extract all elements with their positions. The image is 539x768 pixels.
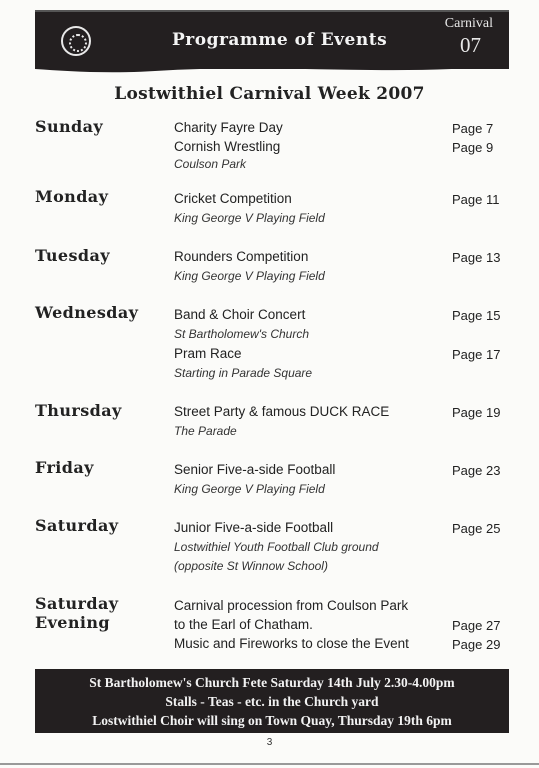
page-ref: Page 23 <box>452 463 501 478</box>
venue-text: King George V Playing Field <box>174 211 325 225</box>
venue-text: King George V Playing Field <box>174 482 325 496</box>
event-band-choir: Band & Choir Concert <box>174 307 306 322</box>
page-ref: Page 13 <box>452 250 501 265</box>
header-banner <box>35 10 509 69</box>
venue-text: The Parade <box>174 424 237 438</box>
event-music-fireworks: Music and Fireworks to close the Event <box>174 636 409 651</box>
day-saturday-evening: Saturday <box>35 594 119 613</box>
page-number: 3 <box>266 737 273 748</box>
bottom-divider <box>0 763 539 765</box>
rotary-logo-icon <box>61 26 91 56</box>
event-carnival-procession: Carnival procession from Coulson Park <box>174 598 409 613</box>
day-tuesday: Tuesday <box>35 246 110 265</box>
banner-wave-decoration <box>35 63 509 75</box>
footer-line-stalls: Stalls - Teas - etc. in the Church yard <box>165 694 379 709</box>
page-ref: Page 19 <box>452 405 501 420</box>
venue-text: Lostwithiel Youth Football Club ground <box>174 540 379 554</box>
page-ref: Page 15 <box>452 308 501 323</box>
page-ref: Page 17 <box>452 347 501 362</box>
venue-text: King George V Playing Field <box>174 269 325 283</box>
event-cornish-wrestling: Cornish Wrestling <box>174 139 281 154</box>
event-charity-fayre: Charity Fayre Day <box>174 120 283 135</box>
page-ref: Page 25 <box>452 521 501 536</box>
page-ref: Page 11 <box>452 192 500 207</box>
venue-text: Starting in Parade Square <box>174 366 313 380</box>
day-saturday: Saturday <box>35 516 119 535</box>
event-pram-race: Pram Race <box>174 346 242 361</box>
venue-text: (opposite St Winnow School) <box>174 559 328 573</box>
event-carnival-procession-line2: to the Earl of Chatham. <box>174 617 313 632</box>
header-title: Programme of Events <box>172 30 388 50</box>
day-saturday-evening-line2: Evening <box>35 613 111 632</box>
carnival-label: Carnival <box>444 16 493 31</box>
day-sunday: Sunday <box>35 117 104 136</box>
page-ref: Page 27 <box>452 618 501 633</box>
footer-line-fete: St Bartholomew's Church Fete Saturday 14th July 2.30-4.00pm <box>89 675 455 690</box>
page-ref: Page 29 <box>452 637 501 652</box>
footer-notice <box>35 669 509 733</box>
page-title: Lostwithiel Carnival Week 2007 <box>114 84 425 104</box>
venue-text: St Bartholomew's Church <box>174 327 310 341</box>
event-junior-football: Junior Five-a-side Football <box>174 520 334 535</box>
day-friday: Friday <box>35 458 94 477</box>
day-wednesday: Wednesday <box>35 303 139 322</box>
event-cricket: Cricket Competition <box>174 191 292 206</box>
event-senior-football: Senior Five-a-side Football <box>174 462 336 477</box>
day-monday: Monday <box>35 187 109 206</box>
carnival-year: 07 <box>460 33 481 57</box>
footer-line-choir: Lostwithiel Choir will sing on Town Quay, Thursday 19th 6pm <box>92 713 452 728</box>
day-thursday: Thursday <box>35 401 122 420</box>
venue-text: Coulson Park <box>174 157 247 171</box>
event-rounders: Rounders Competition <box>174 249 309 264</box>
page-ref: Page 9 <box>452 140 494 155</box>
page-ref: Page 7 <box>452 121 494 136</box>
event-duck-race: Street Party & famous DUCK RACE <box>174 404 390 419</box>
